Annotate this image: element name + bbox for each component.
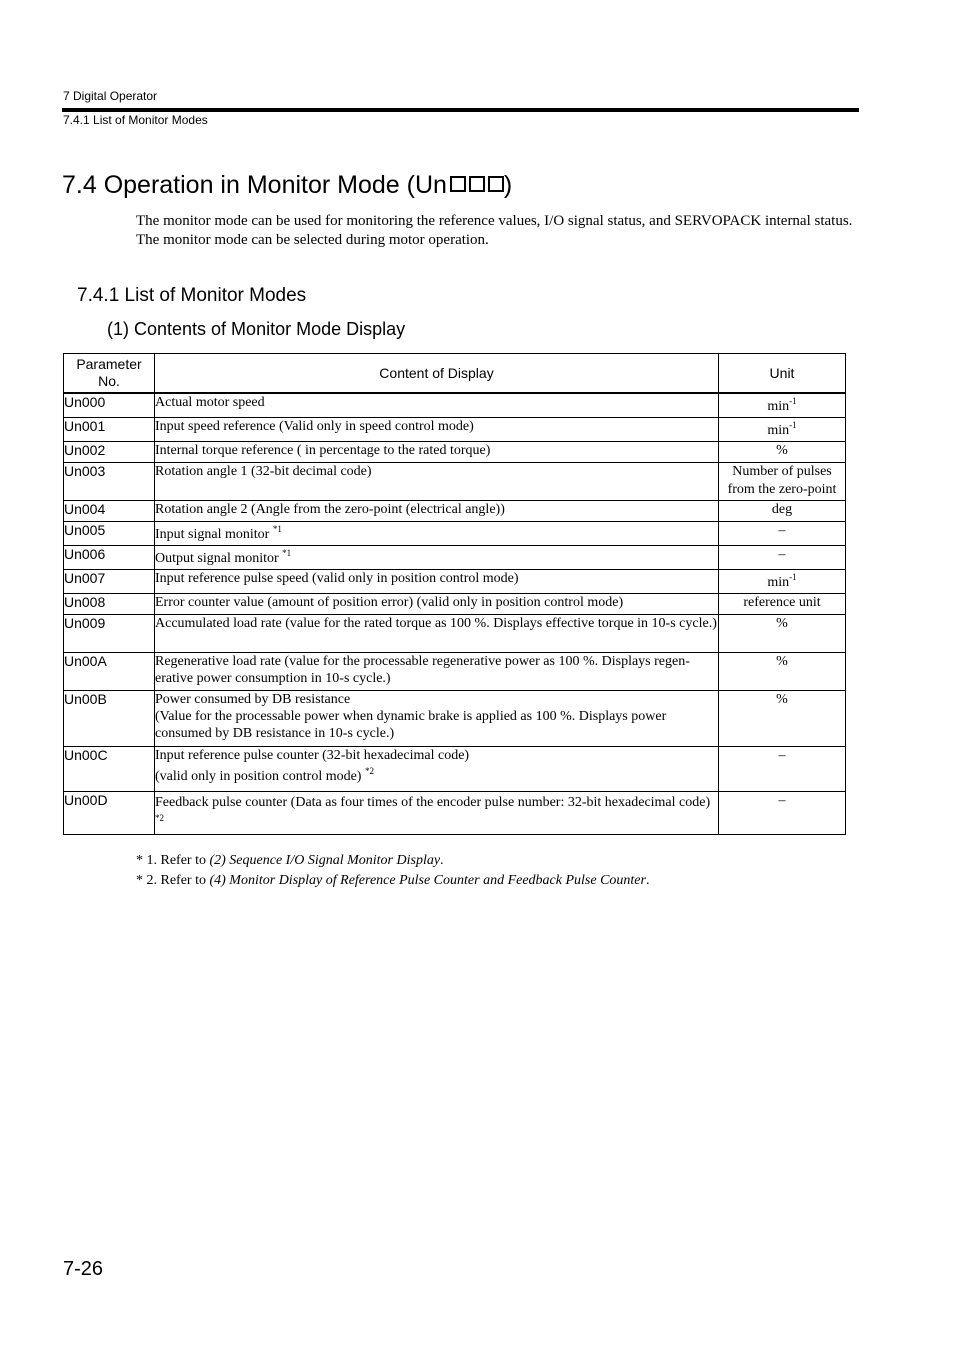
unit-cell: – xyxy=(719,521,846,545)
unit-cell: % xyxy=(719,690,846,746)
unit-cell: – xyxy=(719,791,846,834)
table-header-row xyxy=(64,354,846,394)
unit-cell: – xyxy=(719,545,846,569)
param-cell: Un002 xyxy=(64,441,155,462)
header-section: 7.4.1 List of Monitor Modes xyxy=(63,113,208,127)
placeholder-box-icon xyxy=(469,176,485,192)
table-row xyxy=(64,593,846,614)
unit-cell: deg xyxy=(719,500,846,521)
unit-cell: $\min^{-1}$ xyxy=(719,393,846,417)
param-cell: Un00D xyxy=(64,791,155,834)
content-cell: Output signal monitor $^{*1}$ xyxy=(155,545,719,569)
param-cell: Un007 xyxy=(64,569,155,593)
table-row xyxy=(64,791,846,834)
placeholder-box-icon xyxy=(450,176,466,192)
header-rule xyxy=(62,108,859,112)
content-cell: Rotation angle 2 (Angle from the zero-point (electrical angle)) xyxy=(155,500,719,521)
unit-cell: % xyxy=(719,652,846,690)
intro-text xyxy=(136,212,858,250)
monitor-mode-table xyxy=(63,353,846,835)
footnote-1-ref: (2) Sequence I/O Signal Monitor Display xyxy=(209,853,441,868)
table-row xyxy=(64,462,846,500)
content-cell: Rotation angle 1 (32-bit decimal code) xyxy=(155,462,719,500)
footnote-2-ref: (4) Monitor Display of Reference Pulse Counter and Feedback Pulse Counter xyxy=(209,873,646,888)
placeholder-box-icon xyxy=(488,176,504,192)
param-cell: Un00C xyxy=(64,746,155,791)
param-cell: Un006 xyxy=(64,545,155,569)
content-cell: Input reference pulse counter (32-bit hexadecimal code) (valid only in position control mode) $^{*2}$ xyxy=(155,746,719,791)
content-cell: Power consumed by DB resistance (Value for the processable power when dynamic brake is applied as 100 %. Displays power consumed by DB resistance in 10-s cycle.) xyxy=(155,690,719,746)
table-row xyxy=(64,690,846,746)
header-chapter: 7 Digital Operator xyxy=(63,89,158,103)
subsubsection-heading: (1) Contents of Monitor Mode Display xyxy=(107,319,406,339)
table-row xyxy=(64,614,846,652)
content-cell: Accumulated load rate (value for the rated torque as 100 %. Displays effective torque in 10-s cycle.) xyxy=(155,614,719,652)
param-cell: Un009 xyxy=(64,614,155,652)
table-row xyxy=(64,521,846,545)
unit-cell: $\min^{-1}$ xyxy=(719,569,846,593)
param-cell: Un001 xyxy=(64,417,155,441)
unit-cell: % xyxy=(719,614,846,652)
table-row xyxy=(64,746,846,791)
table-row xyxy=(64,393,846,417)
unit-cell: Number of pulses from the zero-point xyxy=(719,462,846,500)
content-cell: Actual motor speed xyxy=(155,393,719,417)
unit-cell: reference unit xyxy=(719,593,846,614)
intro-line-1: The monitor mode can be used for monitoring the reference values, I/O signal status, and SERVOPACK internal status. xyxy=(136,213,853,229)
param-cell: Un000 xyxy=(64,393,155,417)
param-cell: Un005 xyxy=(64,521,155,545)
page-title xyxy=(62,171,512,200)
header-content: Content of Display xyxy=(155,354,719,394)
title-text: 7.4 Operation in Monitor Mode (Un xyxy=(62,171,447,199)
content-cell: Internal torque reference ( in percentage to the rated torque) xyxy=(155,441,719,462)
param-cell: Un008 xyxy=(64,593,155,614)
header-unit: Unit xyxy=(719,354,846,394)
page-number: 7-26 xyxy=(63,1258,104,1280)
unit-cell: – xyxy=(719,746,846,791)
table-row xyxy=(64,441,846,462)
param-cell: Un00A xyxy=(64,652,155,690)
content-cell: Error counter value (amount of position error) (valid only in position control mode) xyxy=(155,593,719,614)
footnote-1: * 1. Refer to (2) Sequence I/O Signal Monitor Display. xyxy=(136,853,444,868)
table-row xyxy=(64,417,846,441)
unit-cell: $\min^{-1}$ xyxy=(719,417,846,441)
footnotes xyxy=(136,851,649,891)
content-cell: Input speed reference (Valid only in speed control mode) xyxy=(155,417,719,441)
param-cell: Un00B xyxy=(64,690,155,746)
intro-line-2: The monitor mode can be selected during motor operation. xyxy=(136,232,489,248)
table-row xyxy=(64,652,846,690)
content-cell: Regenerative load rate (value for the processable regenerative power as 100 %. Displays regen-erative power consumption in 10-s cycle.) xyxy=(155,652,719,690)
table-row xyxy=(64,569,846,593)
header-param: Parameter No. xyxy=(64,354,155,394)
table-row xyxy=(64,545,846,569)
table-row xyxy=(64,500,846,521)
footnote-2: * 2. Refer to (4) Monitor Display of Reference Pulse Counter and Feedback Pulse Counter. xyxy=(136,873,650,888)
content-cell: Input reference pulse speed (valid only in position control mode) xyxy=(155,569,719,593)
subsection-heading: 7.4.1 List of Monitor Modes xyxy=(77,285,307,306)
title-suffix: ) xyxy=(503,171,513,199)
param-cell: Un004 xyxy=(64,500,155,521)
unit-cell: % xyxy=(719,441,846,462)
content-cell: Input signal monitor $^{*1}$ xyxy=(155,521,719,545)
param-cell: Un003 xyxy=(64,462,155,500)
content-cell: Feedback pulse counter (Data as four times of the encoder pulse number: 32-bit hexadecimal code) $^{*2}$ xyxy=(155,791,719,834)
